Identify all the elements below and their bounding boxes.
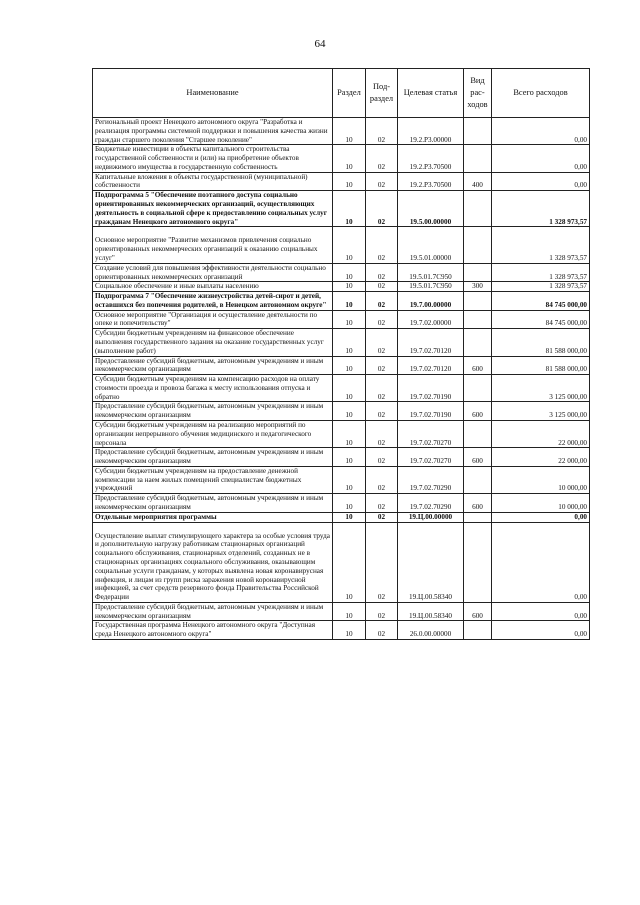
header-total-expenses: Всего расходов [492, 69, 590, 118]
row-target-article: 19.Ц.00.58340 [398, 522, 464, 602]
row-expense-type [464, 522, 492, 602]
row-total: 0,00 [492, 522, 590, 602]
row-subsection: 02 [366, 621, 398, 640]
row-name: Осуществление выплат стимулирующего характера за особые условия труда и дополнительную нагрузку работникам стационарных организаций социального обслуживания, стационарных отделений, созданных не в стационарных организациях социального обслуживания, оказывающим социальные услуги гражданам, у которых выявлена новая коронавирусная инфекция, и лицам из групп риска заражения новой коронавирусной инфекцией, за счет средств резервного фонда Правительства Российской Федерации [93, 522, 333, 602]
row-expense-type [464, 118, 492, 145]
row-subsection: 02 [366, 448, 398, 467]
row-expense-type [464, 621, 492, 640]
table-row [93, 402, 590, 421]
table-row [93, 512, 590, 522]
row-name: Отдельные мероприятия программы [93, 512, 333, 522]
row-expense-type: 600 [464, 402, 492, 421]
row-subsection: 02 [366, 227, 398, 263]
header-expense-type: Вид рас-ходов [464, 69, 492, 118]
row-target-article: 19.7.02.70120 [398, 329, 464, 356]
row-expense-type: 600 [464, 356, 492, 375]
row-name: Предоставление субсидий бюджетным, автономным учреждениям и иным некоммерческим организациям [93, 602, 333, 621]
row-total: 22 000,00 [492, 448, 590, 467]
row-target-article: 19.7.02.70270 [398, 448, 464, 467]
row-target-article: 19.Ц.00.00000 [398, 512, 464, 522]
row-name: Бюджетные инвестиции в объекты капитального строительства государственной собственности и (или) на приобретение объектов недвижимого имущества в государственную собственность [93, 145, 333, 172]
table-row [93, 375, 590, 402]
row-subsection: 02 [366, 421, 398, 448]
row-target-article: 26.0.00.00000 [398, 621, 464, 640]
row-subsection: 02 [366, 494, 398, 513]
row-section: 10 [333, 512, 366, 522]
table-row [93, 282, 590, 292]
row-subsection: 02 [366, 512, 398, 522]
row-total: 0,00 [492, 145, 590, 172]
page-number: 64 [314, 38, 326, 50]
budget-table [92, 68, 590, 640]
row-expense-type: 400 [464, 172, 492, 191]
row-target-article: 19.2.P3.70500 [398, 172, 464, 191]
row-target-article: 19.7.02.70290 [398, 494, 464, 513]
row-total: 1 328 973,57 [492, 227, 590, 263]
table-row [93, 356, 590, 375]
row-section: 10 [333, 282, 366, 292]
row-total: 84 745 000,00 [492, 310, 590, 329]
row-section: 10 [333, 263, 366, 282]
row-expense-type [464, 227, 492, 263]
row-total: 81 588 000,00 [492, 329, 590, 356]
row-section: 10 [333, 227, 366, 263]
row-subsection: 02 [366, 145, 398, 172]
row-section: 10 [333, 375, 366, 402]
row-expense-type [464, 191, 492, 227]
row-name: Субсидии бюджетным учреждениям на предоставление денежной компенсации за наем жилых помещений специалистам бюджетных учреждений [93, 466, 333, 493]
row-target-article: 19.7.02.00000 [398, 310, 464, 329]
header-section: Раздел [333, 69, 366, 118]
row-section: 10 [333, 402, 366, 421]
row-expense-type [464, 310, 492, 329]
table-row [93, 172, 590, 191]
row-section: 10 [333, 145, 366, 172]
row-total: 0,00 [492, 621, 590, 640]
row-target-article: 19.Ц.00.58340 [398, 602, 464, 621]
row-subsection: 02 [366, 172, 398, 191]
row-expense-type [464, 292, 492, 311]
table-header-row [93, 69, 590, 118]
row-subsection: 02 [366, 191, 398, 227]
row-section: 10 [333, 466, 366, 493]
header-subsection: Под-раздел [366, 69, 398, 118]
row-expense-type [464, 421, 492, 448]
row-section: 10 [333, 172, 366, 191]
table-row [93, 292, 590, 311]
row-section: 10 [333, 621, 366, 640]
row-section: 10 [333, 191, 366, 227]
table-row [93, 145, 590, 172]
row-name: Социальное обеспечение и иные выплаты населению [93, 282, 333, 292]
row-section: 10 [333, 494, 366, 513]
table-row [93, 494, 590, 513]
row-name: Подпрограмма 7 "Обеспечение жизнеустройства детей-сирот и детей, оставшихся без попечения родителей, в Ненецком автономном округе" [93, 292, 333, 311]
row-expense-type [464, 466, 492, 493]
row-expense-type [464, 375, 492, 402]
row-name: Капитальные вложения в объекты государственной (муниципальной) собственности [93, 172, 333, 191]
header-target-article: Целевая статья [398, 69, 464, 118]
table-row [93, 522, 590, 602]
row-subsection: 02 [366, 356, 398, 375]
row-total: 0,00 [492, 118, 590, 145]
row-target-article: 19.2.P3.00000 [398, 118, 464, 145]
row-expense-type [464, 145, 492, 172]
row-subsection: 02 [366, 402, 398, 421]
row-name: Предоставление субсидий бюджетным, автономным учреждениям и иным некоммерческим организациям [93, 356, 333, 375]
row-expense-type [464, 329, 492, 356]
row-expense-type [464, 263, 492, 282]
row-target-article: 19.7.02.70120 [398, 356, 464, 375]
row-subsection: 02 [366, 375, 398, 402]
row-name: Основное мероприятие "Организация и осуществление деятельности по опеке и попечительству" [93, 310, 333, 329]
row-target-article: 19.7.00.00000 [398, 292, 464, 311]
row-name: Субсидии бюджетным учреждениям на финансовое обеспечение выполнения государственного задания на оказание государственных услуг (выполнение работ) [93, 329, 333, 356]
row-section: 10 [333, 421, 366, 448]
row-total: 3 125 000,00 [492, 402, 590, 421]
row-total: 10 000,00 [492, 466, 590, 493]
row-subsection: 02 [366, 522, 398, 602]
header-name: Наименование [93, 69, 333, 118]
row-name: Предоставление субсидий бюджетным, автономным учреждениям и иным некоммерческим организациям [93, 494, 333, 513]
row-expense-type: 600 [464, 602, 492, 621]
row-name: Государственная программа Ненецкого автономного округа "Доступная среда Ненецкого автономного округа" [93, 621, 333, 640]
row-target-article: 19.5.01.7С950 [398, 263, 464, 282]
table-row [93, 227, 590, 263]
row-expense-type: 600 [464, 494, 492, 513]
row-total: 3 125 000,00 [492, 375, 590, 402]
row-target-article: 19.7.02.70190 [398, 375, 464, 402]
row-subsection: 02 [366, 329, 398, 356]
table-row [93, 621, 590, 640]
row-name: Создание условий для повышения эффективности деятельности социально ориентированных некоммерческих организаций [93, 263, 333, 282]
row-name: Субсидии бюджетным учреждениям на реализацию мероприятий по организации непрерывного обучения медицинского и педагогического персонала [93, 421, 333, 448]
row-subsection: 02 [366, 466, 398, 493]
row-section: 10 [333, 522, 366, 602]
table-row [93, 191, 590, 227]
row-total: 0,00 [492, 172, 590, 191]
table-row [93, 466, 590, 493]
table-row [93, 263, 590, 282]
row-total: 0,00 [492, 602, 590, 621]
row-total: 22 000,00 [492, 421, 590, 448]
row-expense-type: 600 [464, 448, 492, 467]
row-subsection: 02 [366, 263, 398, 282]
table-row [93, 118, 590, 145]
row-section: 10 [333, 118, 366, 145]
row-target-article: 19.5.01.00000 [398, 227, 464, 263]
row-name: Региональный проект Ненецкого автономного округа "Разработка и реализация программы системной поддержки и повышения качества жизни граждан старшего поколения "Старшее поколение" [93, 118, 333, 145]
row-name: Субсидии бюджетным учреждениям на компенсацию расходов на оплату стоимости проезда и провоза багажа к месту использования отпуска и обратно [93, 375, 333, 402]
row-total: 1 328 973,57 [492, 263, 590, 282]
row-section: 10 [333, 448, 366, 467]
row-section: 10 [333, 292, 366, 311]
row-expense-type: 300 [464, 282, 492, 292]
row-total: 10 000,00 [492, 494, 590, 513]
row-section: 10 [333, 356, 366, 375]
row-subsection: 02 [366, 602, 398, 621]
table-row [93, 310, 590, 329]
row-total: 81 588 000,00 [492, 356, 590, 375]
row-total: 1 328 973,57 [492, 282, 590, 292]
row-target-article: 19.5.01.7С950 [398, 282, 464, 292]
row-target-article: 19.5.00.00000 [398, 191, 464, 227]
row-name: Подпрограмма 5 "Обеспечение поэтапного доступа социально ориентированных некоммерческих организаций, осуществляющих деятельность в социальной сфере к предоставлению социальных услуг гражданам Ненецкого автономного округа" [93, 191, 333, 227]
row-subsection: 02 [366, 282, 398, 292]
row-section: 10 [333, 329, 366, 356]
row-target-article: 19.7.02.70190 [398, 402, 464, 421]
row-section: 10 [333, 310, 366, 329]
row-total: 1 328 973,57 [492, 191, 590, 227]
row-total: 84 745 000,00 [492, 292, 590, 311]
table-row [93, 602, 590, 621]
row-target-article: 19.2.P3.70500 [398, 145, 464, 172]
row-target-article: 19.7.02.70290 [398, 466, 464, 493]
row-name: Предоставление субсидий бюджетным, автономным учреждениям и иным некоммерческим организациям [93, 402, 333, 421]
row-target-article: 19.7.02.70270 [398, 421, 464, 448]
row-expense-type [464, 512, 492, 522]
row-subsection: 02 [366, 118, 398, 145]
table-row [93, 448, 590, 467]
table-row [93, 421, 590, 448]
row-subsection: 02 [366, 310, 398, 329]
row-subsection: 02 [366, 292, 398, 311]
table-row [93, 329, 590, 356]
row-section: 10 [333, 602, 366, 621]
row-total: 0,00 [492, 512, 590, 522]
row-name: Основное мероприятие "Развитие механизмов привлечения социально ориентированных некоммерческих организаций к оказанию социальных услуг" [93, 227, 333, 263]
row-name: Предоставление субсидий бюджетным, автономным учреждениям и иным некоммерческим организациям [93, 448, 333, 467]
